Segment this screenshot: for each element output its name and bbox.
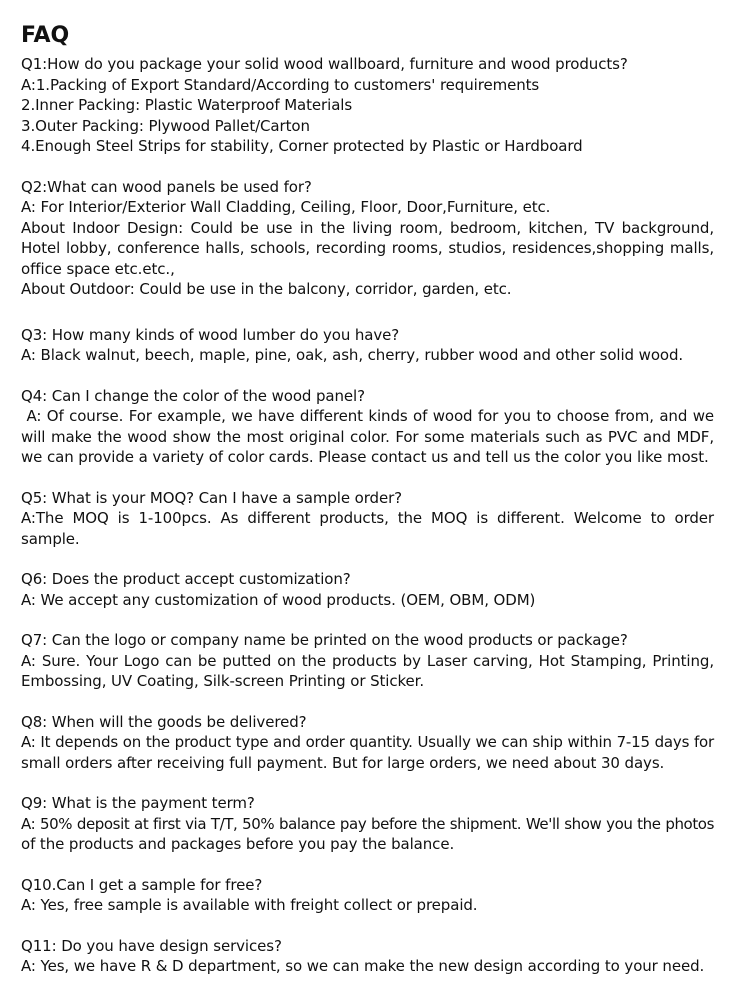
answer-3-line-1: A: Black walnut, beech, maple, pine, oak, ash, cherry, rubber wood and other solid wood. [21, 346, 684, 364]
answer-4-line-3: we can provide a variety of color cards. Please contact us and tell us the color you like most. [21, 448, 709, 466]
faq-item-9 [21, 793, 714, 855]
answer-5-line-1: A:The MOQ is 1-100pcs. As different products, the MOQ is different. Welcome to order [21, 509, 714, 527]
answer-8-line-1: A: It depends on the product type and order quantity. Usually we can ship within 7-15 days for [21, 733, 714, 751]
question-6: Q6: Does the product accept customization? [21, 570, 351, 588]
faq-item-4 [21, 386, 714, 468]
faq-item-3 [21, 325, 714, 366]
faq-item-11 [21, 936, 714, 977]
question-7: Q7: Can the logo or company name be printed on the wood products or package? [21, 631, 628, 649]
faq-item-2 [21, 177, 714, 300]
page-title: FAQ [21, 23, 70, 48]
faq-item-1 [21, 54, 714, 157]
question-10: Q10.Can I get a sample for free? [21, 875, 263, 894]
answer-6-line-1: A: We accept any customization of wood products. (OEM, OBM, ODM) [21, 590, 536, 609]
answer-5-line-2: sample. [21, 529, 80, 548]
answer-1-line-2: 2.Inner Packing: Plastic Waterproof Materials [21, 96, 353, 114]
answer-7-line-2: Embossing, UV Coating, Silk-screen Printing or Sticker. [21, 672, 425, 690]
answer-1-line-1: A:1.Packing of Export Standard/According to customers' requirements [21, 75, 540, 94]
faq-item-8 [21, 712, 714, 774]
question-9: Q9: What is the payment term? [21, 794, 255, 812]
answer-1-line-3: 3.Outer Packing: Plywood Pallet/Carton [21, 116, 310, 135]
answer-4-line-1: A: Of course. For example, we have different kinds of wood for you to choose from, and we [21, 407, 714, 425]
answer-4-line-2: will make the wood show the most original color. For some materials such as PVC and MDF, [21, 427, 714, 446]
answer-9-line-2: of the products and packages before you pay the balance. [21, 835, 455, 853]
faq-item-10 [21, 875, 714, 916]
answer-8-line-2: small orders after receiving full payment. But for large orders, we need about 30 days. [21, 753, 665, 772]
answer-2-line-3: Hotel lobby, conference halls, schools, recording rooms, studios, residences,shopping malls, [21, 239, 714, 257]
question-1: Q1:How do you package your solid wood wallboard, furniture and wood products? [21, 55, 628, 73]
faq-item-6 [21, 569, 714, 610]
answer-2-line-5: About Outdoor: Could be use in the balcony, corridor, garden, etc. [21, 280, 512, 298]
answer-2-line-1: A: For Interior/Exterior Wall Cladding, Ceiling, Floor, Door,Furniture, etc. [21, 198, 551, 216]
question-2: Q2:What can wood panels be used for? [21, 177, 312, 196]
question-11: Q11: Do you have design services? [21, 936, 282, 955]
question-8: Q8: When will the goods be delivered? [21, 712, 307, 731]
question-4: Q4: Can I change the color of the wood panel? [21, 386, 365, 405]
question-3: Q3: How many kinds of wood lumber do you have? [21, 325, 400, 344]
question-5: Q5: What is your MOQ? Can I have a sample order? [21, 488, 403, 507]
faq-item-5 [21, 488, 714, 550]
answer-7-line-1: A: Sure. Your Logo can be putted on the products by Laser carving, Hot Stamping, Printing, [21, 651, 714, 670]
answer-10-line-1: A: Yes, free sample is available with freight collect or prepaid. [21, 896, 478, 914]
answer-9-line-1: A: 50% deposit at first via T/T, 50% balance pay before the shipment. We'll show you the photos [21, 814, 714, 833]
faq-document [21, 22, 714, 977]
answer-2-line-4: office space etc.etc., [21, 259, 175, 278]
answer-1-line-4: 4.Enough Steel Strips for stability, Corner protected by Plastic or Hardboard [21, 137, 583, 155]
faq-item-7 [21, 630, 714, 692]
answer-11-line-1: A: Yes, we have R & D department, so we can make the new design according to your need. [21, 957, 705, 975]
answer-2-line-2: About Indoor Design: Could be use in the living room, bedroom, kitchen, TV background, [21, 218, 714, 237]
